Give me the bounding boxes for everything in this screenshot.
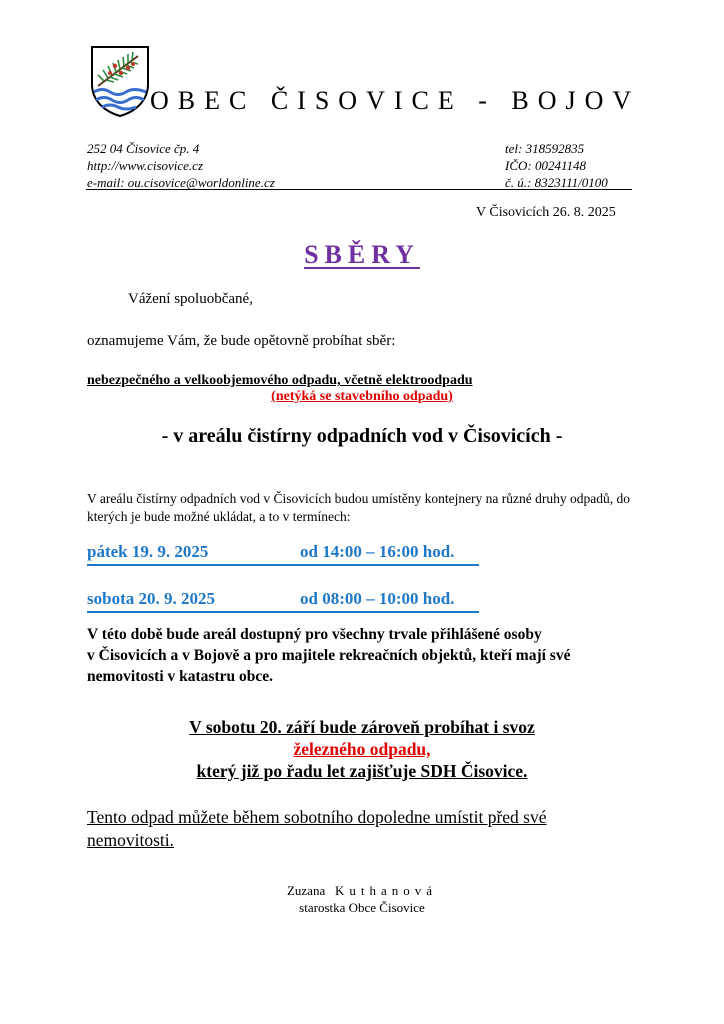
bank-account: č. ú.: 8323111/0100 <box>505 175 608 190</box>
contact-left <box>87 140 275 191</box>
greeting: Vážení spoluobčané, <box>128 291 253 307</box>
waste-note: (netýká se stavebního odpadu) <box>271 389 453 404</box>
collection-location: - v areálu čistírny odpadních vod v Čisovicích - <box>161 425 563 447</box>
term-day: pátek 19. 9. 2025 <box>87 542 209 561</box>
access-paragraph <box>87 624 647 687</box>
document-heading: SBĚRY <box>304 240 420 269</box>
email-link[interactable]: e-mail: ou.cisovice@worldonline.cz <box>87 175 275 190</box>
scrap-collection-notice <box>0 716 724 782</box>
scrap-line-3: který již po řadu let zajišťuje SDH Čisovice. <box>196 761 528 781</box>
signature-block <box>0 882 724 916</box>
access-line: V této době bude areál dostupný pro všechny trvale přihlášené osoby <box>87 626 542 643</box>
header-divider <box>86 189 632 190</box>
municipal-crest-icon <box>88 44 152 118</box>
website-link[interactable]: http://www.cisovice.cz <box>87 158 204 173</box>
scrap-line-2: železného odpadu, <box>293 739 431 759</box>
signatory-role: starostka Obce Čisovice <box>299 900 425 915</box>
term-day: sobota 20. 9. 2025 <box>87 589 215 608</box>
access-line: nemovitosti v katastru obce. <box>87 668 273 685</box>
placement-line: Tento odpad můžete během sobotního dopoledne umístit před své <box>87 807 547 827</box>
signatory-first-name: Zuzana <box>286 883 326 898</box>
placement-line: nemovitosti. <box>87 830 175 850</box>
collection-term <box>87 589 479 613</box>
announcement: oznamujeme Vám, že bude opětovně probíhat sběr: <box>87 333 396 349</box>
intro-paragraph: V areálu čistírny odpadních vod v Čisovicích budou umístěny kontejnery na různé druhy odpadů, do kterých je bude možné ukládat, a to v termínech: <box>87 491 631 524</box>
phone: tel: 318592835 <box>505 141 585 156</box>
signatory-surname: Kuthanová <box>334 883 438 898</box>
document-date: V Čisovicích 26. 8. 2025 <box>476 205 616 220</box>
waste-type: nebezpečného a velkoobjemového odpadu, včetně elektroodpadu <box>87 373 473 388</box>
term-time: od 14:00 – 16:00 hod. <box>300 542 455 561</box>
scrap-line-1: V sobotu 20. září bude zároveň probíhat i svoz <box>189 717 535 737</box>
contact-right <box>505 140 608 191</box>
placement-paragraph <box>87 806 647 852</box>
access-line: v Čisovicích a v Bojově a pro majitele rekreačních objektů, kteří mají své <box>87 647 571 664</box>
address: 252 04 Čisovice čp. 4 <box>87 141 200 156</box>
collection-term <box>87 542 479 566</box>
municipality-title: OBEC ČISOVICE - BOJOV <box>150 86 641 115</box>
term-time: od 08:00 – 10:00 hod. <box>300 589 455 608</box>
ico: IČO: 00241148 <box>505 158 587 173</box>
